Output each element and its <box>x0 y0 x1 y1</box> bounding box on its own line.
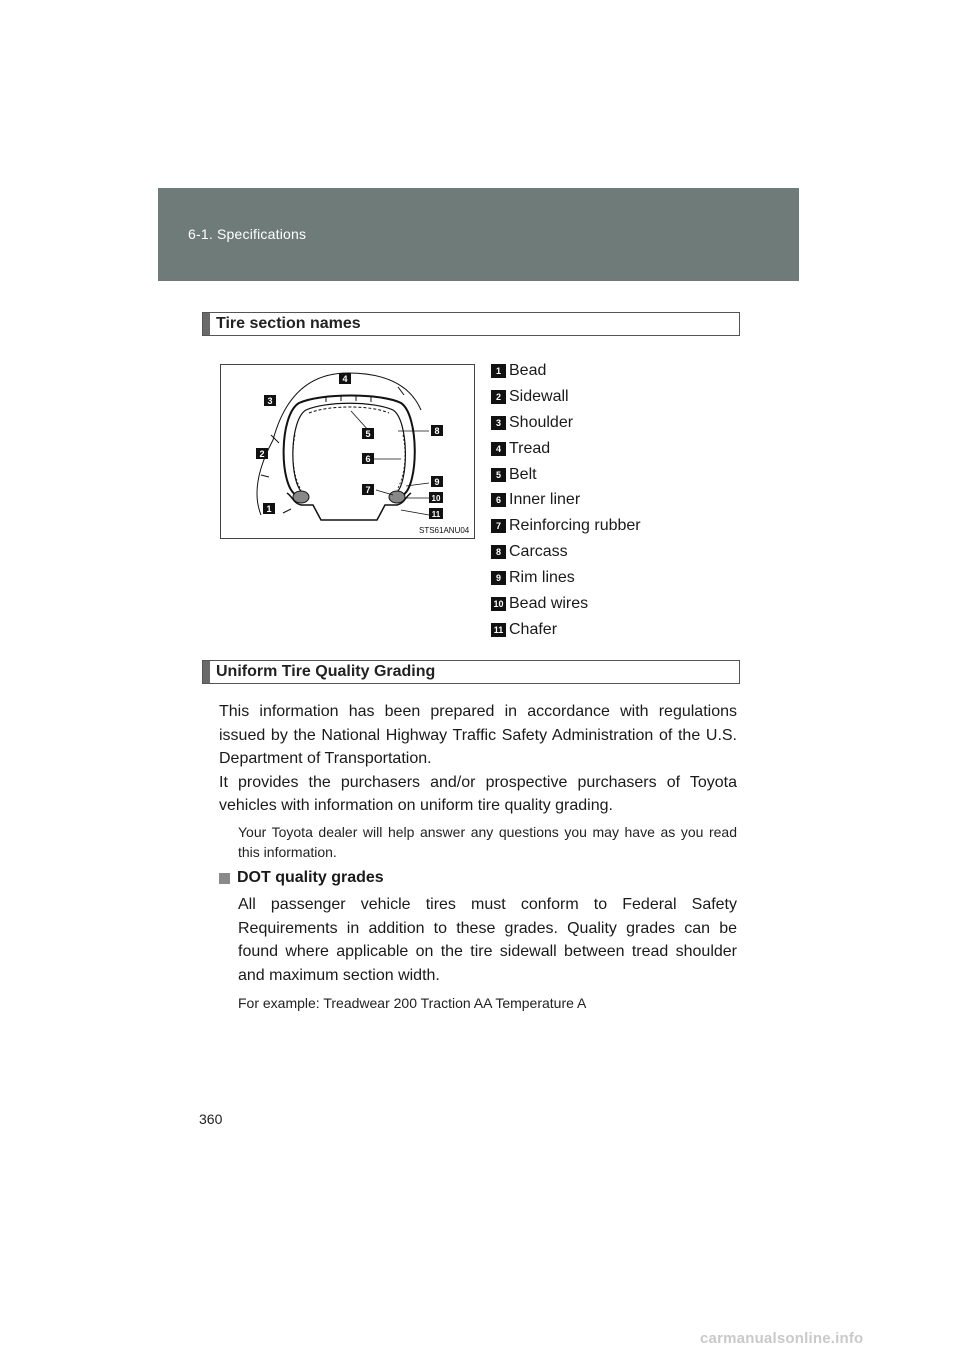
square-bullet-icon <box>219 873 230 884</box>
diagram-marker-8 <box>431 425 443 436</box>
legend-item <box>491 617 711 643</box>
diagram-marker-1 <box>263 503 275 514</box>
tire-cross-section-diagram <box>221 365 474 538</box>
legend-item <box>491 436 711 462</box>
dot-quality-grades-body: All passenger vehicle tires must conform to Federal Safety Requirements in addition to these grades. Quality grades can be found where applicable on the tire sidewall between tread shoulder and maximum section width. <box>238 896 737 984</box>
svg-text:5: 5 <box>365 429 371 439</box>
svg-text:11: 11 <box>431 510 441 519</box>
legend-number: 11 <box>491 623 506 637</box>
legend-item <box>491 487 711 513</box>
legend-number: 7 <box>491 519 506 533</box>
diagram-marker-2 <box>256 448 268 459</box>
section-title: Tire section names <box>216 315 361 332</box>
legend-label: Belt <box>509 465 537 483</box>
legend-label: Shoulder <box>509 413 574 431</box>
legend-label: Tread <box>509 439 551 457</box>
legend-label: Bead wires <box>509 594 589 612</box>
legend-item <box>491 591 711 617</box>
legend-number: 10 <box>491 597 506 611</box>
legend-number: 3 <box>491 416 506 430</box>
svg-text:8: 8 <box>434 426 440 436</box>
legend-number: 9 <box>491 571 506 585</box>
legend-number: 6 <box>491 493 506 507</box>
diagram-marker-9 <box>431 476 443 487</box>
diagram-marker-6 <box>362 453 374 464</box>
section-heading-utqg <box>202 660 740 684</box>
heading-accent <box>203 661 210 683</box>
legend-label: Reinforcing rubber <box>509 517 641 535</box>
diagram-marker-4 <box>339 373 351 384</box>
svg-text:6: 6 <box>365 454 371 464</box>
header-band <box>158 188 799 281</box>
svg-text:10: 10 <box>431 494 441 503</box>
utqg-paragraph-1: This information has been prepared in accordance with regulations issued by the National Highway Traffic Safety Administration of the U.S. Department of Transportation. <box>219 703 737 767</box>
svg-text:1: 1 <box>266 504 272 514</box>
legend-label: Inner liner <box>509 491 581 509</box>
legend-label: Bead <box>509 361 547 379</box>
tire-section-figure <box>220 364 475 539</box>
legend-item <box>491 539 711 565</box>
breadcrumb: 6-1. Specifications <box>188 226 307 242</box>
tire-section-legend <box>491 358 711 643</box>
legend-number: 8 <box>491 545 506 559</box>
subheading-text: DOT quality grades <box>237 869 384 886</box>
diagram-marker-5 <box>362 428 374 439</box>
legend-label: Carcass <box>509 543 568 561</box>
legend-number: 1 <box>491 364 506 378</box>
diagram-marker-3 <box>264 395 276 406</box>
legend-number: 5 <box>491 468 506 482</box>
legend-label: Sidewall <box>509 387 569 405</box>
legend-item <box>491 384 711 410</box>
legend-number: 4 <box>491 442 506 456</box>
section-title: Uniform Tire Quality Grading <box>216 663 436 680</box>
diagram-marker-10 <box>429 492 443 503</box>
legend-item <box>491 513 711 539</box>
diagram-marker-11 <box>429 508 443 519</box>
section-heading-tire-section-names <box>202 312 740 336</box>
svg-text:2: 2 <box>259 449 265 459</box>
watermark: carmanualsonline.info <box>700 1330 864 1347</box>
diagram-marker-7 <box>362 484 374 495</box>
legend-item <box>491 410 711 436</box>
legend-label: Chafer <box>509 620 558 638</box>
dot-quality-grades-heading <box>219 869 384 887</box>
legend-item <box>491 462 711 488</box>
utqg-body <box>219 700 737 818</box>
svg-text:7: 7 <box>365 485 371 495</box>
page-number: 360 <box>199 1111 223 1127</box>
legend-label: Rim lines <box>509 569 575 587</box>
legend-item <box>491 358 711 384</box>
grading-example: For example: Treadwear 200 Traction AA Temperature A <box>238 995 587 1011</box>
heading-accent <box>203 313 210 335</box>
legend-number: 2 <box>491 390 506 404</box>
utqg-paragraph-2: It provides the purchasers and/or prospective purchasers of Toyota vehicles with information on uniform tire quality grading. <box>219 773 737 814</box>
svg-text:3: 3 <box>267 396 273 406</box>
dealer-note: Your Toyota dealer will help answer any questions you may have as you read this information. <box>238 824 737 860</box>
svg-text:4: 4 <box>342 374 348 384</box>
svg-text:9: 9 <box>434 477 440 487</box>
figure-code: STS61ANU04 <box>419 526 470 535</box>
legend-item <box>491 565 711 591</box>
